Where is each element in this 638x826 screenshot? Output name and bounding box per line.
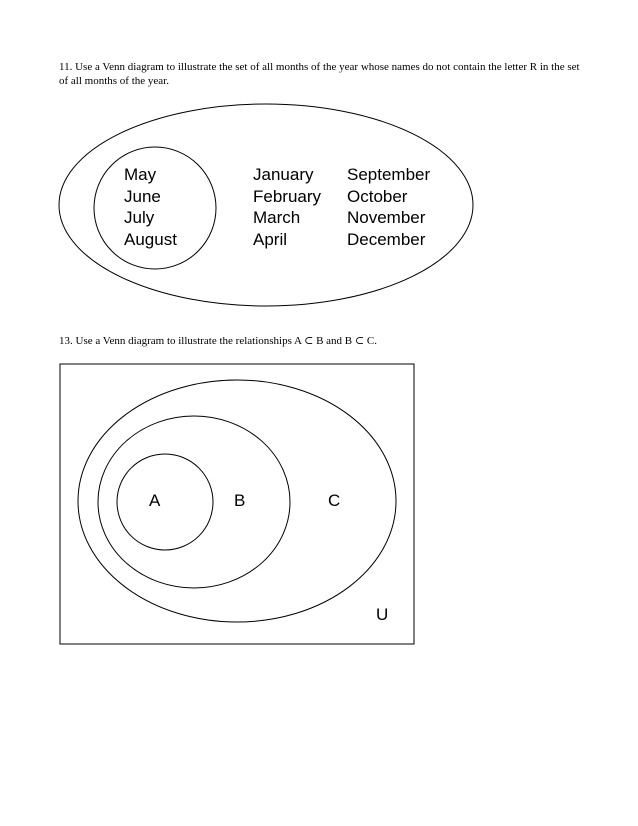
month-label: September xyxy=(347,165,431,184)
problem-11-text: 11. Use a Venn diagram to illustrate the set of all months of the year whose names do not contain the letter R in the set of all months of the year. xyxy=(59,61,580,87)
venn-subset-diagram xyxy=(60,364,414,644)
month-label: February xyxy=(253,187,322,206)
month-label: June xyxy=(124,187,161,206)
universal-set-label: U xyxy=(376,605,389,624)
month-label: May xyxy=(124,165,157,184)
month-label: January xyxy=(253,165,314,184)
month-label: October xyxy=(347,187,408,206)
set-c-label: C xyxy=(328,491,341,510)
set-a-circle xyxy=(117,454,213,550)
month-label: July xyxy=(124,208,155,227)
set-b-ellipse xyxy=(98,416,290,588)
month-label: November xyxy=(347,208,426,227)
month-label: December xyxy=(347,230,426,249)
problem-13-text: 13. Use a Venn diagram to illustrate the relationships A ⊂ B and B ⊂ C. xyxy=(59,335,377,347)
set-b-label: B xyxy=(234,491,246,510)
month-label: March xyxy=(253,208,301,227)
set-a-label: A xyxy=(149,491,161,510)
month-label: April xyxy=(253,230,288,249)
month-label: August xyxy=(124,230,177,249)
venn-months-diagram xyxy=(59,104,473,306)
